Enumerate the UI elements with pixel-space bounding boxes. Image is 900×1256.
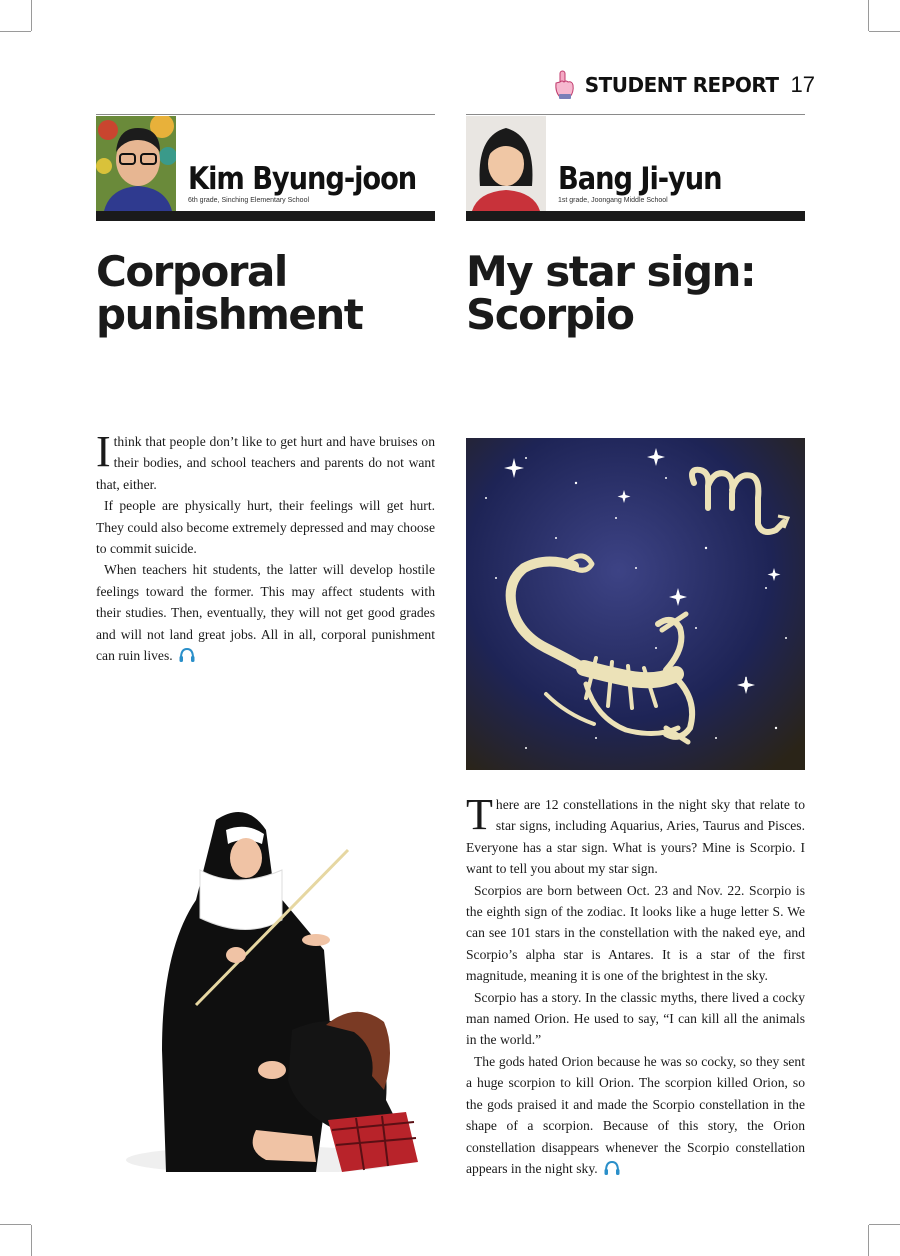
crop-mark — [0, 1224, 31, 1225]
author-school: 6th grade, Sinching Elementary School — [188, 197, 310, 204]
author-name: Bang Ji-yun — [558, 161, 722, 197]
article-body — [96, 427, 435, 666]
paragraph: Scorpio has a story. In the classic myths, there lived a cocky man named Orion. He used to say, “I can kill all the animals in the world.” — [466, 989, 805, 1048]
crop-mark — [31, 1225, 32, 1256]
crop-mark — [31, 0, 32, 31]
paragraph — [466, 790, 805, 880]
byline-bar — [96, 211, 435, 221]
crop-mark — [869, 1224, 900, 1225]
title-line: My star sign: — [466, 247, 756, 296]
drop-cap: T — [466, 790, 493, 839]
crop-mark — [868, 1225, 869, 1256]
title-line: punishment — [96, 290, 363, 339]
section-label: STUDENT REPORT — [584, 73, 779, 97]
author-photo — [466, 116, 546, 211]
pointing-hand-icon — [551, 70, 577, 100]
title-line: Corporal — [96, 247, 287, 296]
author-school: 1st grade, Joongang Middle School — [558, 197, 668, 204]
title-line: Scorpio — [466, 290, 634, 339]
paragraph — [466, 1051, 805, 1179]
article-title — [96, 247, 436, 339]
byline-bar — [466, 211, 805, 221]
paragraph-text: here are 12 constellations in the night sky that relate to star signs, including Aquarius, Aries, Taurus and Pisces. Everyone has a star sign. What is yours? Mine is Scorpio. I want to tell you about my star sign. — [466, 797, 805, 877]
drop-cap: I — [96, 427, 111, 476]
paragraph-text: think that people don’t like to get hurt and have bruises on their bodies, and school teachers and parents do not want that, either. — [96, 434, 435, 492]
author-name: Kim Byung-joon — [188, 161, 417, 197]
crop-mark — [868, 0, 869, 31]
author-photo — [96, 116, 176, 211]
headphones-icon — [178, 647, 196, 663]
page-header — [551, 70, 815, 100]
paragraph — [96, 427, 435, 495]
paragraph — [96, 559, 435, 666]
corporal-punishment-photo — [96, 800, 435, 1172]
right-byline — [466, 114, 805, 221]
scorpio-illustration — [466, 438, 805, 770]
paragraph: Scorpios are born between Oct. 23 and Nov. 22. Scorpio is the eighth sign of the zodiac. It looks like a huge letter S. We can see 101 stars in the constellation with the naked eye, and Scorpio’s alpha star is Antares. It is a star of the first magnitude, meaning it is one of the brightest in the sky. — [466, 882, 805, 984]
crop-mark — [0, 31, 31, 32]
paragraph-text: The gods hated Orion because he was so cocky, so they sent a huge scorpion to kill Orion. The scorpion killed Orion, so the gods praised it and made the Scorpio constellation in the shape of a scorpion. Because of this story, the Orion constellation disappears whenever the Scorpio constellation appears in the night sky. — [466, 1053, 805, 1176]
paragraph: If people are physically hurt, their feelings will get hurt. They could also become extremely depressed and may choose to commit suicide. — [96, 498, 435, 557]
page-number: 17 — [790, 72, 815, 97]
headphones-icon — [603, 1160, 621, 1176]
article-body — [466, 790, 805, 1179]
paragraph-text: When teachers hit students, the latter will develop hostile feelings toward the former. This may affect students with their studies. Then, eventually, they will not get good grades and will not land great jobs. All in all, corporal punishment can ruin lives. — [96, 562, 435, 664]
crop-mark — [869, 31, 900, 32]
article-title — [466, 247, 806, 339]
left-byline — [96, 114, 435, 221]
